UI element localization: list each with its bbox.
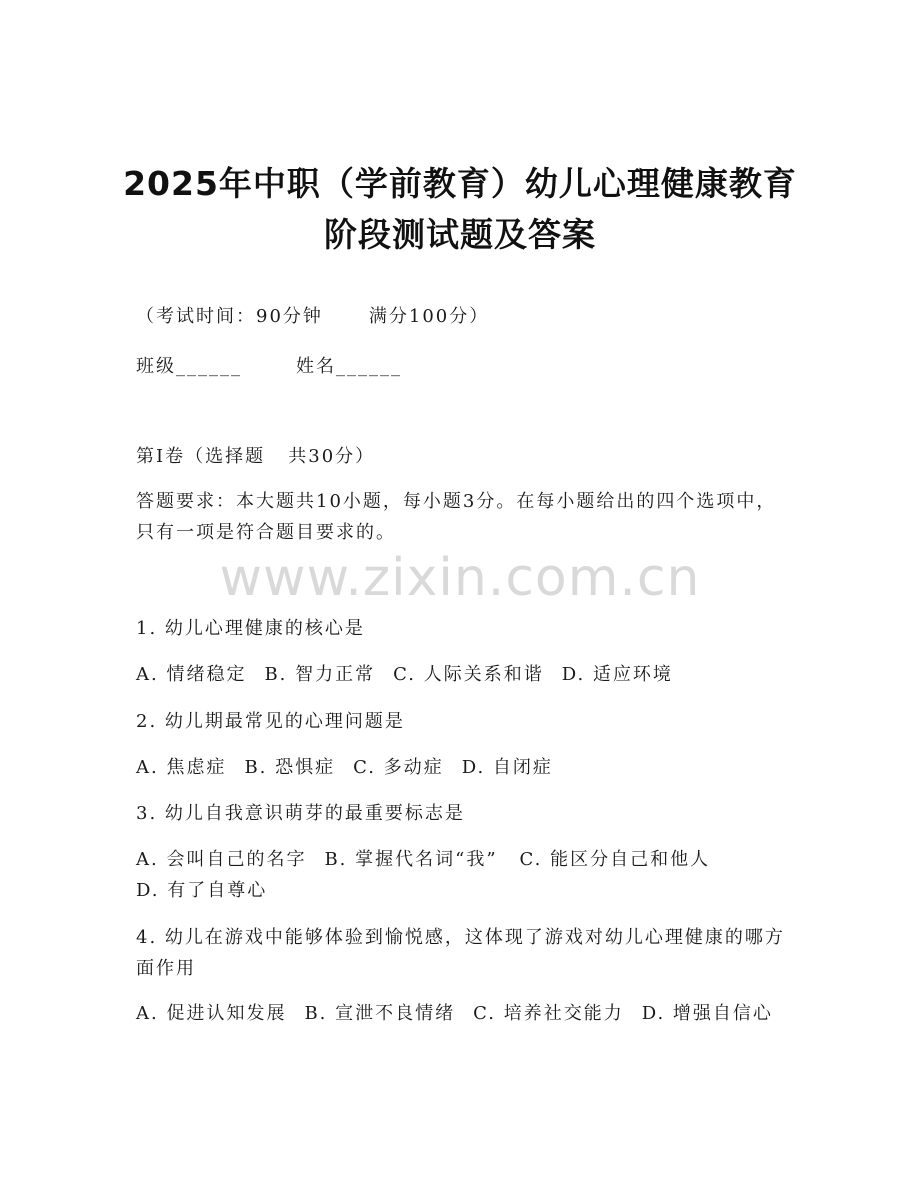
question-4-options: [136, 998, 786, 1029]
option-b: B. 掌握代名词“我”: [324, 849, 498, 870]
question-1-stem: 1. 幼儿心理健康的核心是: [136, 618, 365, 639]
option-c: C. 多动症: [353, 757, 444, 778]
section-heading: 第I卷（选择题 共30分）: [136, 446, 376, 467]
question-2-options: [136, 753, 553, 779]
option-c: C. 能区分自己和他人: [519, 849, 711, 870]
option-a: A. 情绪稳定: [136, 664, 247, 685]
exam-full-score: 满分100分）: [368, 306, 490, 327]
document-title-line-2: 阶段测试题及答案: [324, 215, 596, 254]
exam-time: （考试时间：90分钟: [136, 306, 323, 327]
option-d: D. 自闭症: [461, 757, 553, 778]
document-title-line-1: 2025年中职（学前教育）幼儿心理健康教育: [123, 164, 797, 203]
option-b: B. 宣泄不良情绪: [304, 1003, 456, 1024]
option-a: A. 促进认知发展: [136, 1003, 287, 1024]
exam-info: [136, 302, 489, 328]
question-3-stem: 3. 幼儿自我意识萌芽的最重要标志是: [136, 803, 465, 824]
option-c: C. 人际关系和谐: [393, 664, 544, 685]
watermark: www.zixin.com.cn: [219, 548, 701, 608]
option-d: D. 适应环境: [561, 664, 673, 685]
question-1-options: [136, 660, 673, 686]
question-3-options-row-2: [136, 876, 267, 902]
question-3-options-row-1: [136, 845, 710, 871]
option-c: C. 培养社交能力: [473, 1003, 624, 1024]
option-b: B. 智力正常: [264, 664, 376, 685]
option-d: D. 有了自尊心: [136, 880, 268, 901]
student-fields: [136, 352, 402, 378]
section-instructions: 答题要求：本大题共10小题，每小题3分。在每小题给出的四个选项中，只有一项是符合题目要求的。: [136, 491, 777, 543]
class-field: 班级______: [136, 356, 242, 377]
name-field: 姓名______: [296, 356, 402, 377]
option-a: A. 会叫自己的名字: [136, 849, 307, 870]
option-b: B. 恐惧症: [244, 757, 336, 778]
option-a: A. 焦虑症: [136, 757, 227, 778]
question-4-stem: 4. 幼儿在游戏中能够体验到愉悦感，这体现了游戏对幼儿心理健康的哪方面作用: [136, 927, 785, 979]
question-2-stem: 2. 幼儿期最常见的心理问题是: [136, 711, 405, 732]
option-d: D. 增强自信心: [641, 1003, 773, 1024]
